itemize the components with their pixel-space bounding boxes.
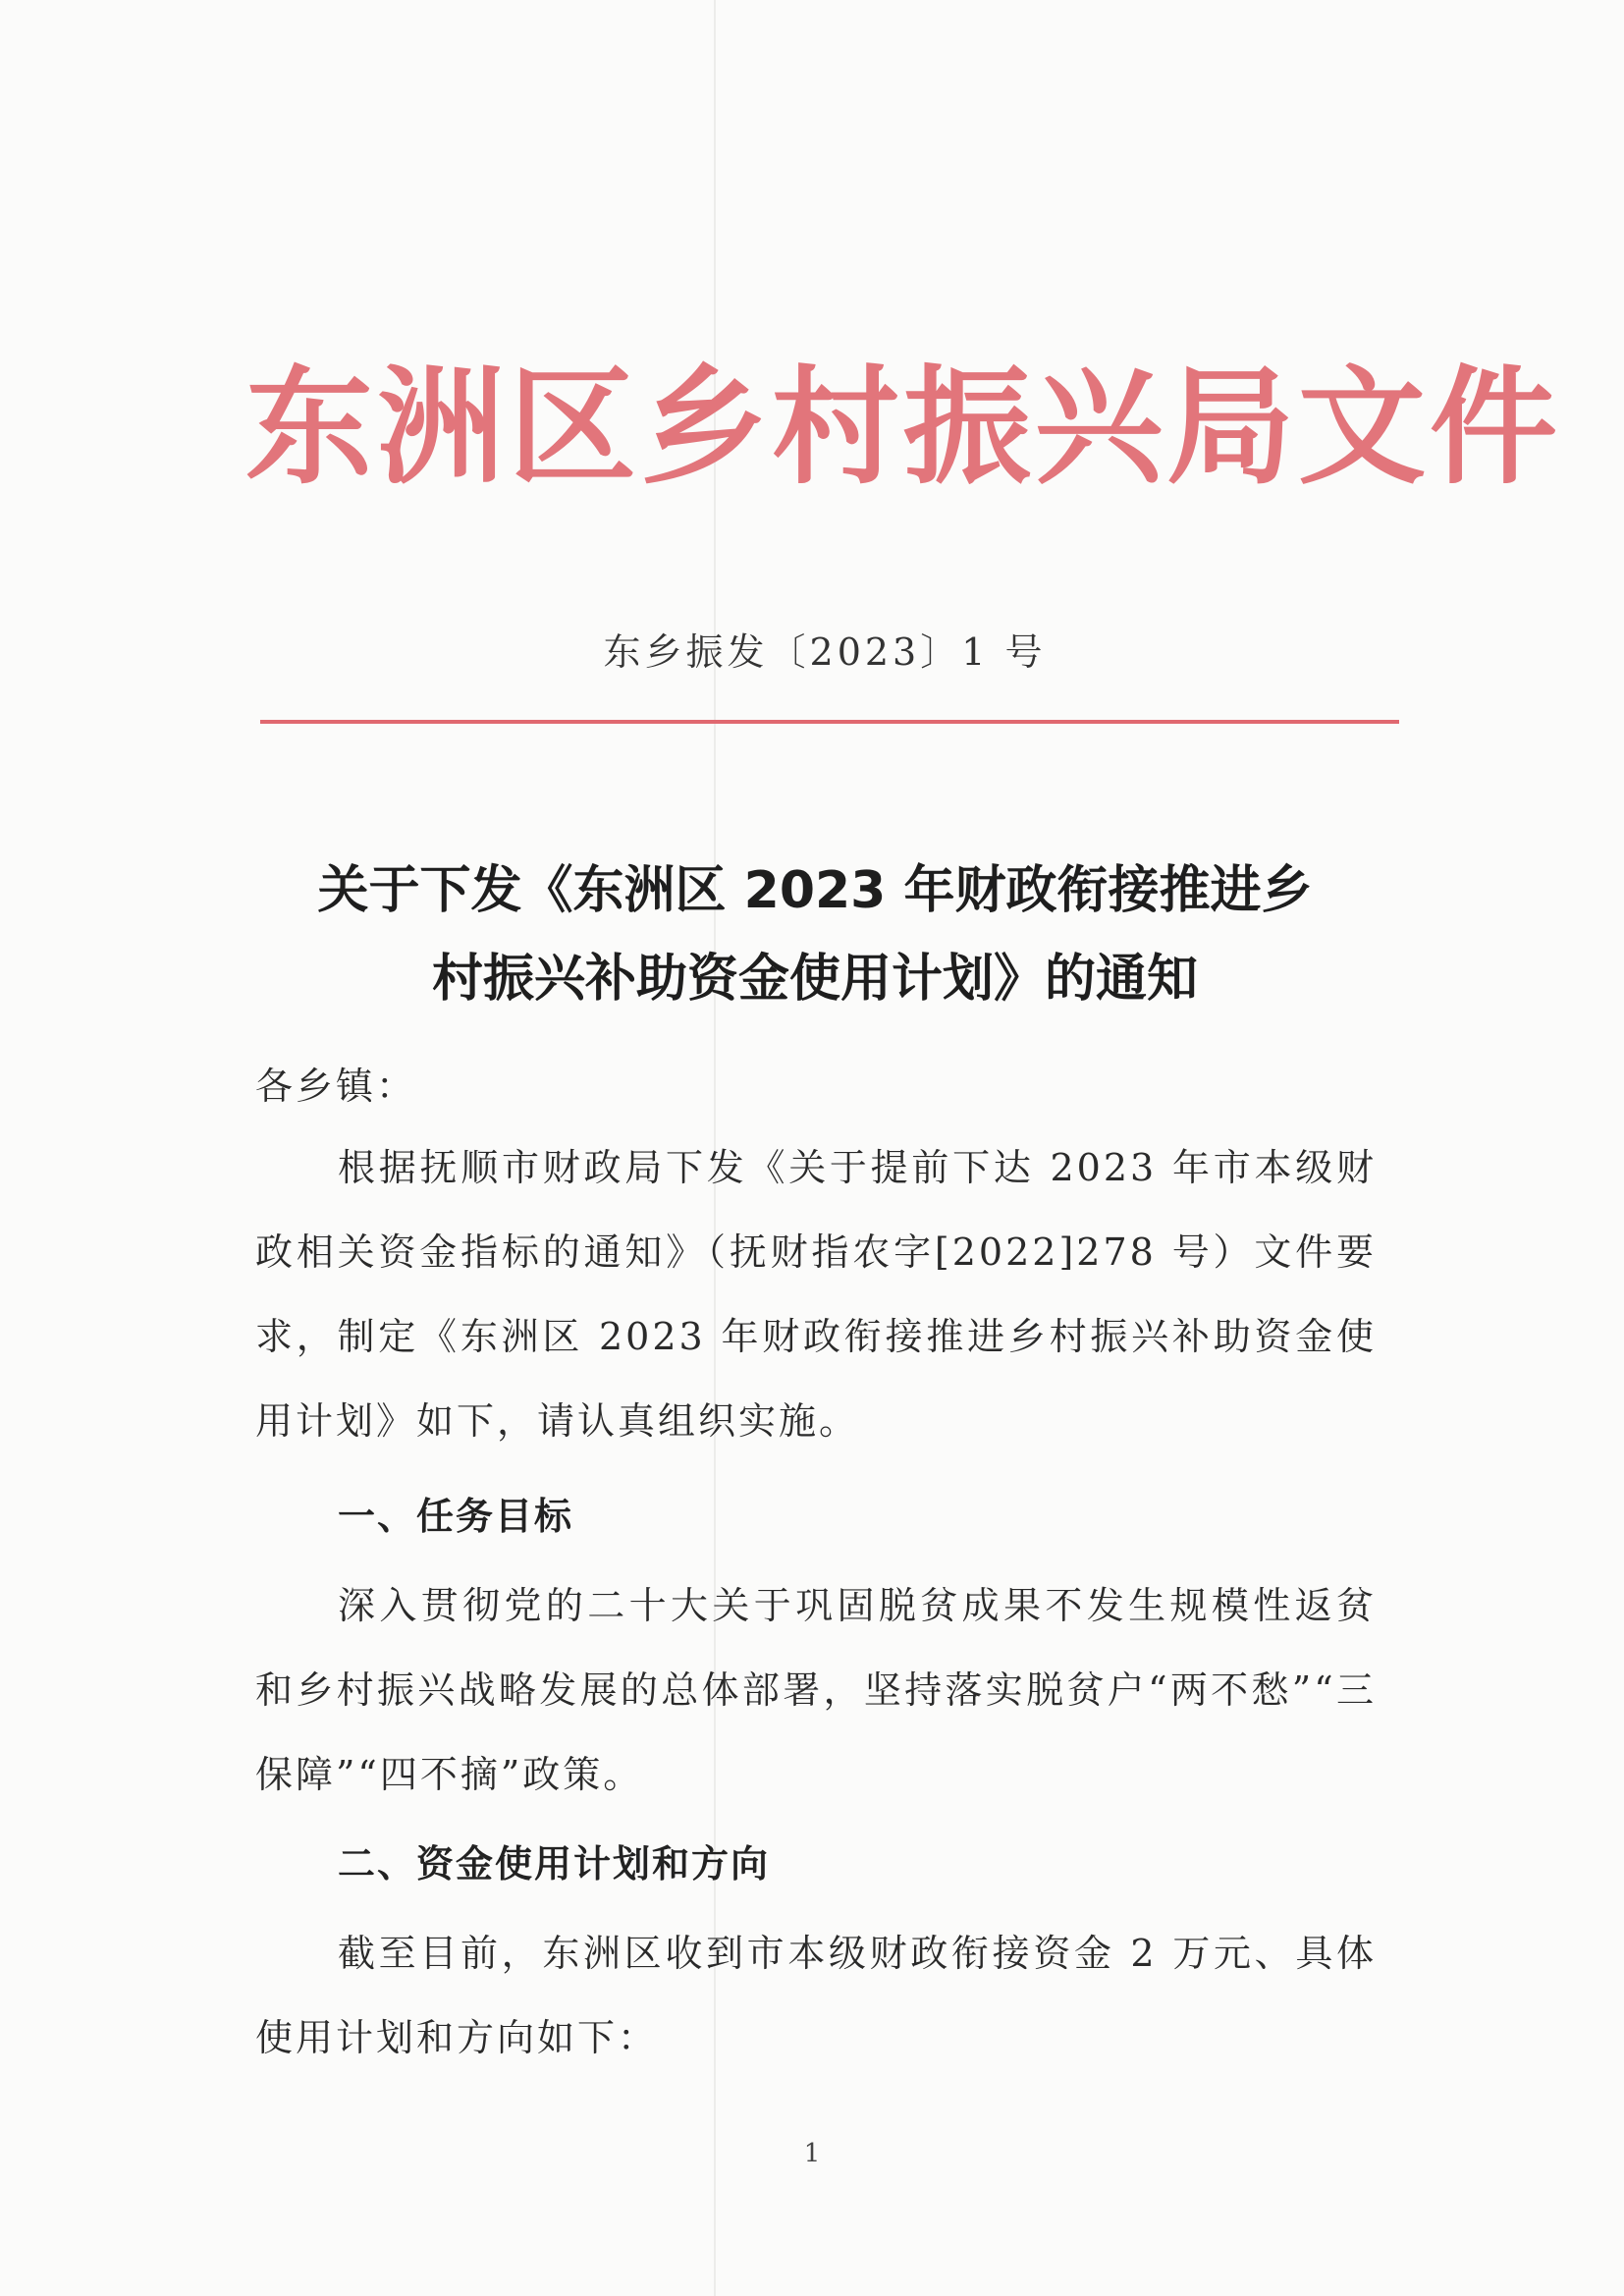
- section-2-paragraph: 截至目前，东洲区收到市本级财政衔接资金 2 万元、具体使用计划和方向如下：: [255, 1932, 1377, 2059]
- section-1-paragraph: 深入贯彻党的二十大关于巩固脱贫成果不发生规模性返贫和乡村振兴战略发展的总体部署，坚持落实脱贫户“两不愁”“三保障”“四不摘”政策。: [255, 1584, 1377, 1796]
- document-title-line-2: 村振兴补助资金使用计划》的通知: [431, 950, 1198, 1009]
- document-title-line-1: 关于下发《东洲区 2023 年财政衔接推进乡: [317, 861, 1313, 920]
- section-2-heading: 二、资金使用计划和方向: [338, 1842, 771, 1886]
- agency-header-title: 东洲区乡村振兴局文件: [245, 353, 1562, 502]
- salutation: 各乡镇：: [255, 1065, 417, 1108]
- section-1-heading: 一、任务目标: [338, 1495, 574, 1538]
- page-number: 1: [803, 2139, 821, 2168]
- red-separator-line: [260, 720, 1399, 724]
- document-title: [226, 847, 1404, 1023]
- intro-paragraph: 根据抚顺市财政局下发《关于提前下达 2023 年市本级财政相关资金指标的通知》（抚财指农字[2022]278 号）文件要求，制定《东洲区 2023 年财政衔接推进乡村振兴补助资金使用计划》如下，请认真组织实施。: [255, 1146, 1377, 1443]
- document-number: 东乡振发〔2023〕1 号: [603, 630, 1047, 674]
